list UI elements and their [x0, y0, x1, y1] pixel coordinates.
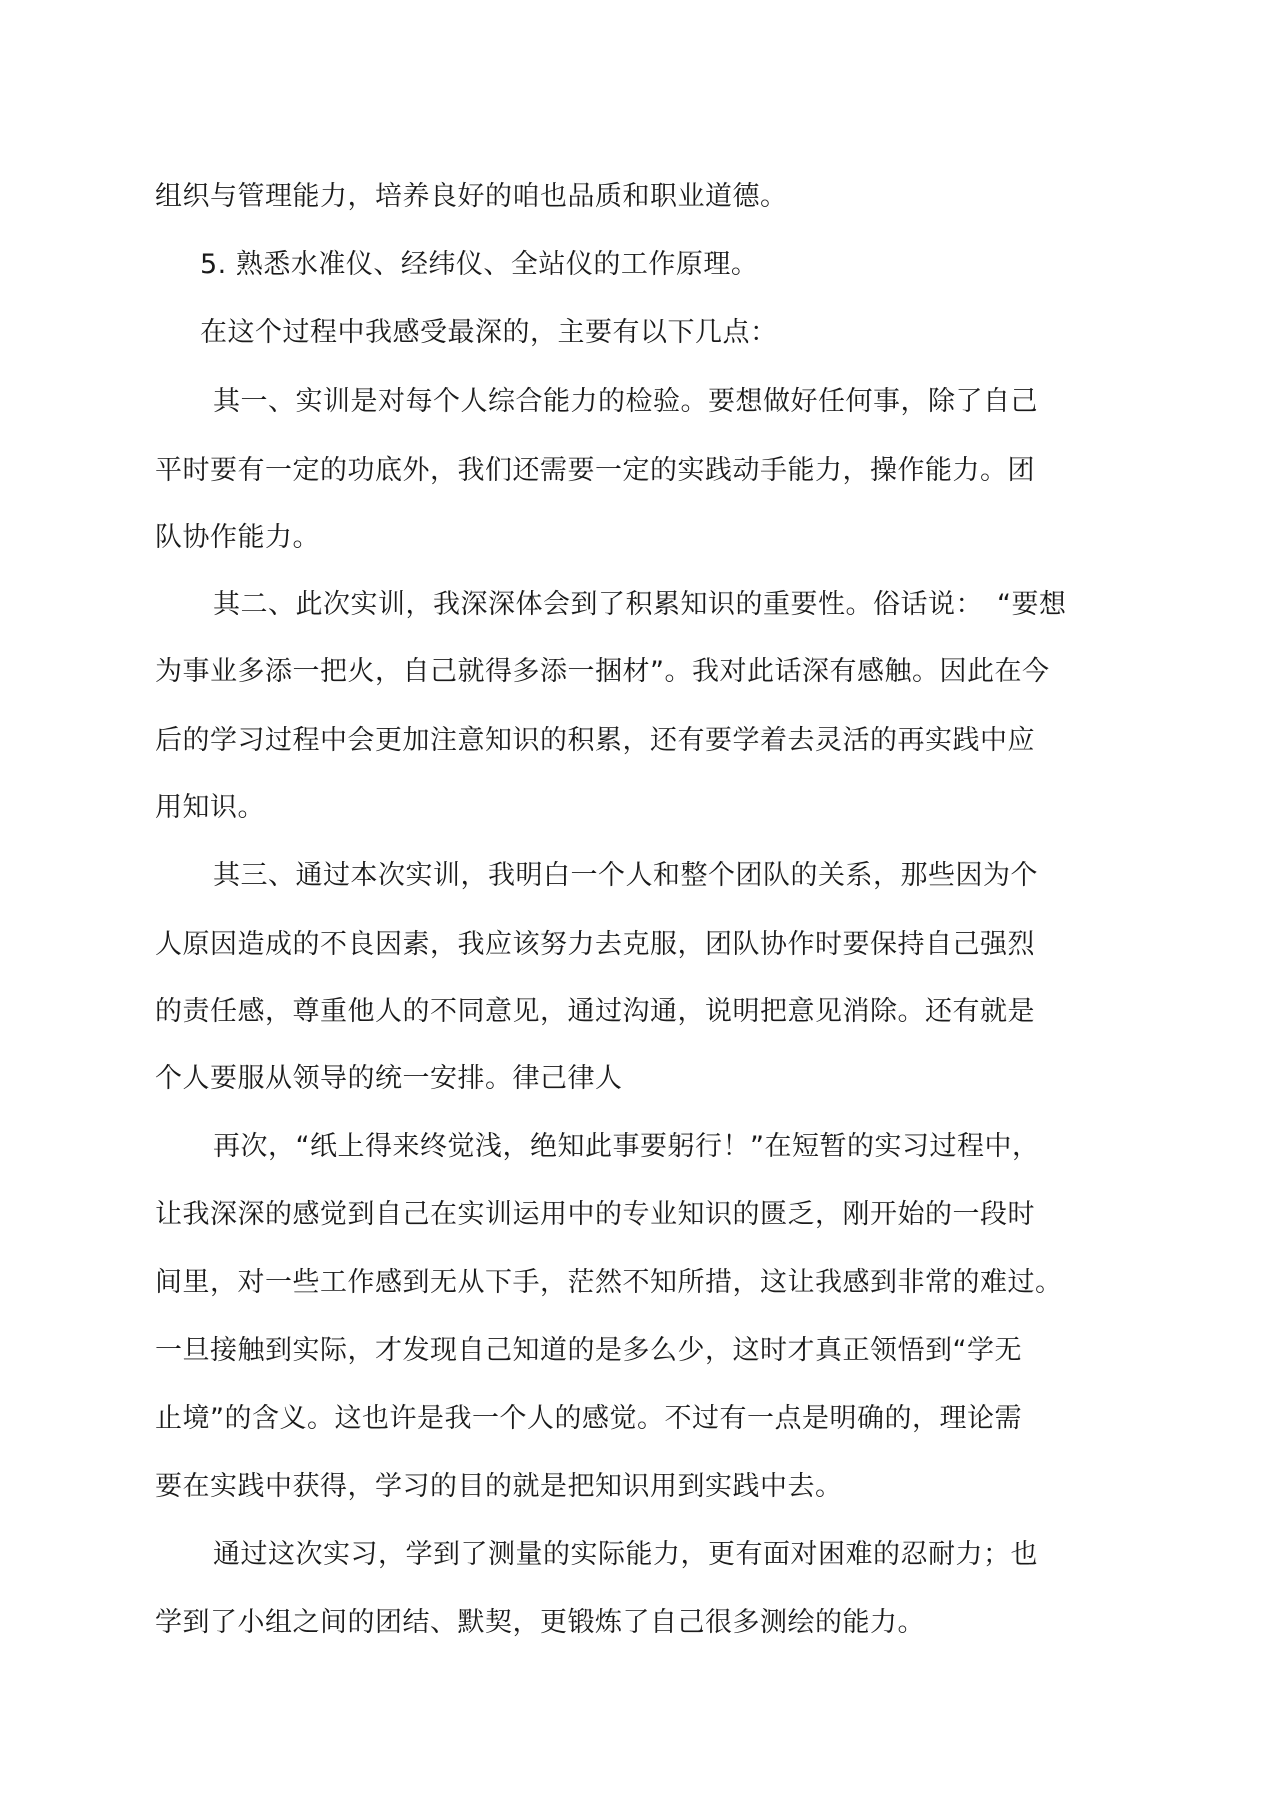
text-line: 在这个过程中我感受最深的，主要有以下几点： — [200, 317, 778, 348]
text-line: 要在实践中获得，学习的目的就是把知识用到实践中去。 — [155, 1471, 843, 1502]
text-line: 组织与管理能力，培养良好的咱也品质和职业道德。 — [155, 181, 788, 212]
text-line: 其三、通过本次实训，我明白一个人和整个团队的关系，那些因为个 — [213, 860, 1038, 891]
text-line: 为事业多添一把火，自己就得多添一捆材”。我对此话深有感触。因此在今 — [155, 656, 1050, 687]
text-line: 学到了小组之间的团结、默契，更锻炼了自己很多测绘的能力。 — [155, 1607, 925, 1638]
text-line: 止境”的含义。这也许是我一个人的感觉。不过有一点是明确的，理论需 — [155, 1403, 1022, 1434]
text-line: 后的学习过程中会更加注意知识的积累，还有要学着去灵活的再实践中应 — [155, 725, 1035, 756]
text-line: 5. 熟悉水准仪、经纬仪、全站仪的工作原理。 — [200, 249, 759, 280]
text-line: 通过这次实习，学到了测量的实际能力，更有面对困难的忍耐力；也 — [213, 1539, 1038, 1570]
text-line: 其一、实训是对每个人综合能力的检验。要想做好任何事，除了自己 — [213, 386, 1038, 417]
text-line: 其二、此次实训，我深深体会到了积累知识的重要性。俗话说： “要想 — [213, 589, 1067, 620]
text-line: 平时要有一定的功底外，我们还需要一定的实践动手能力，操作能力。团 — [155, 455, 1035, 486]
text-line: 再次，“纸上得来终觉浅，绝知此事要躬行！”在短暂的实习过程中， — [213, 1131, 1040, 1162]
text-line: 的责任感，尊重他人的不同意见，通过沟通，说明把意见消除。还有就是 — [155, 996, 1035, 1027]
text-line: 人原因造成的不良因素，我应该努力去克服，团队协作时要保持自己强烈 — [155, 929, 1035, 960]
text-line: 队协作能力。 — [155, 522, 320, 553]
text-line: 用知识。 — [155, 792, 265, 823]
text-line: 间里，对一些工作感到无从下手，茫然不知所措，这让我感到非常的难过。 — [155, 1267, 1063, 1298]
text-line: 一旦接触到实际，才发现自己知道的是多么少，这时才真正领悟到“学无 — [155, 1335, 1022, 1366]
text-line: 让我深深的感觉到自己在实训运用中的专业知识的匮乏，刚开始的一段时 — [155, 1199, 1035, 1230]
text-line: 个人要服从领导的统一安排。律己律人 — [155, 1063, 623, 1094]
